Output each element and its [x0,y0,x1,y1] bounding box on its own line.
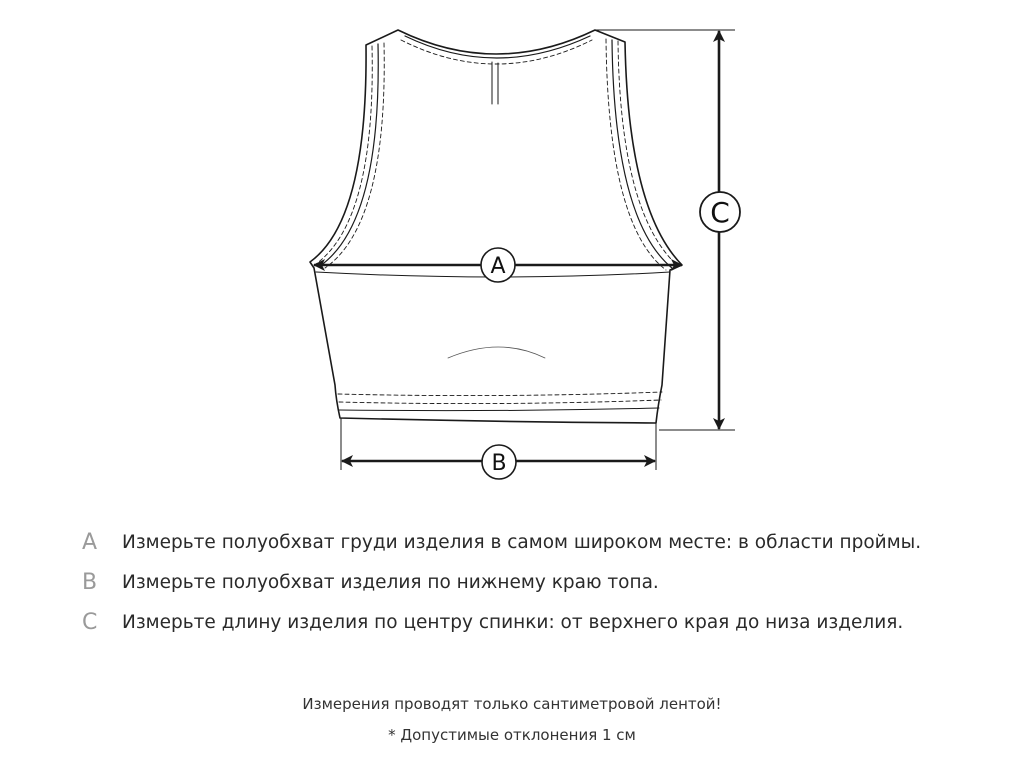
tape-note: Измерения проводят только сантиметровой лентой! [302,695,722,713]
legend-letter-b: B [82,569,98,595]
measure-b [341,418,656,479]
measurement-legend [82,522,1012,642]
legend-row-a [82,522,1012,562]
left-armhole-inner [320,44,378,266]
legend-letter-a: A [82,529,98,555]
tolerance-note: * Допустимые отклонения 1 см [388,726,636,744]
right-armhole-stitch-2 [606,39,666,270]
marker-c-label: C [710,196,730,229]
legend-text-c: Измерьте длину изделия по центру спинки: от верхнего края до низа изделия. [122,611,904,633]
crop-top-drawing [310,30,682,423]
legend-letter-c: C [82,609,98,635]
bust-curve [448,347,545,358]
measure-a [314,248,682,282]
hem-line [339,408,659,411]
legend-text-a: Измерьте полуобхват груди изделия в самом широком месте: в области проймы. [122,531,922,553]
right-armhole-stitch-1 [618,41,678,266]
hanger-loop [492,62,498,104]
legend-text-b: Измерьте полуобхват изделия по нижнему краю топа. [122,571,659,593]
legend-row-b [82,562,1012,602]
legend-row-c [82,602,1012,642]
measure-c [595,30,740,430]
marker-a-label: A [490,254,506,279]
right-armhole-inner [612,40,672,268]
marker-b-label: B [491,451,507,476]
hem-stitch-1 [338,392,662,396]
top-outer-outline [310,30,682,423]
hem-stitch-2 [339,400,661,404]
left-armhole-stitch-1 [316,46,372,264]
